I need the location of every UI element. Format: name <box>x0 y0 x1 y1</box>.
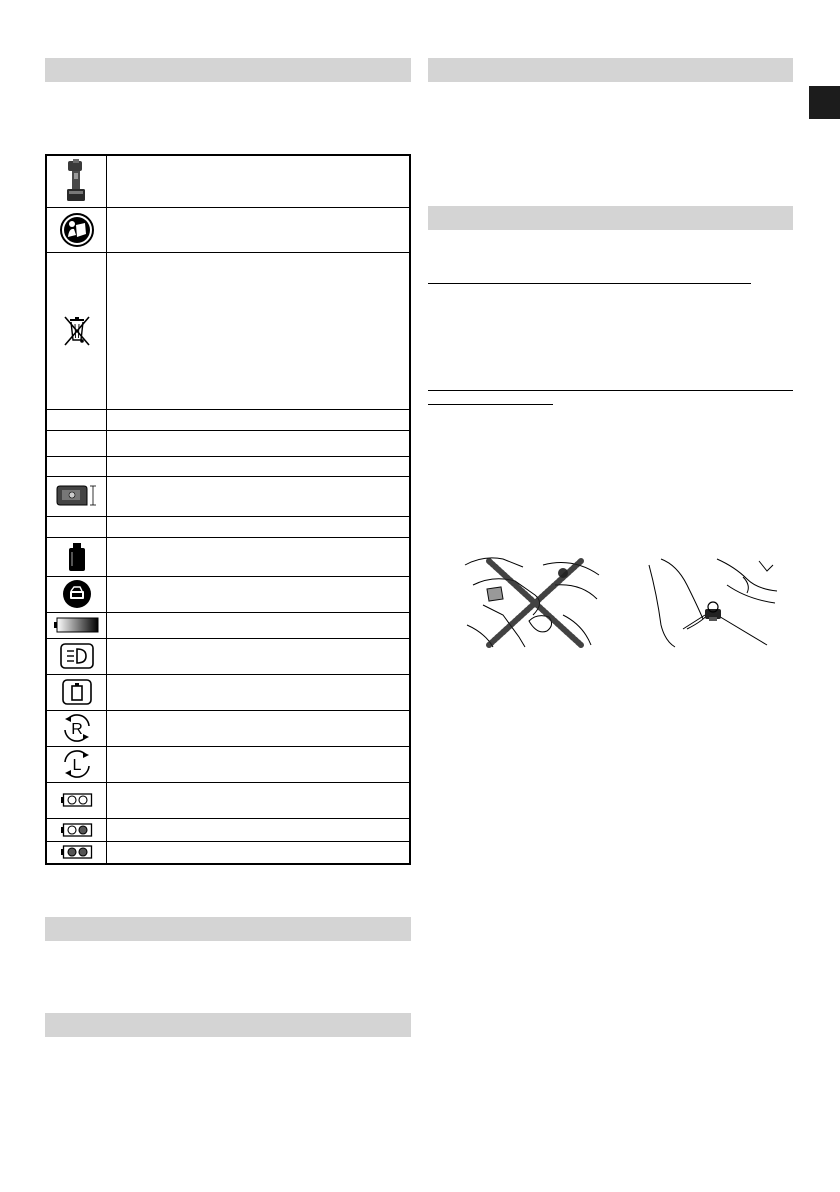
table-row <box>46 252 410 409</box>
table-row <box>46 612 410 638</box>
rotation-r-icon <box>62 713 92 743</box>
svg-text:L: L <box>72 757 81 774</box>
indicator-two-filled-icon <box>61 845 93 859</box>
underlined-heading-rule <box>428 283 751 284</box>
table-row <box>46 818 410 841</box>
indicator-one-filled-icon <box>61 823 93 837</box>
table-row <box>46 207 410 252</box>
table-row <box>46 409 410 430</box>
table-row <box>46 674 410 710</box>
crossed-bin-icon <box>61 313 93 349</box>
read-manual-icon <box>60 213 94 247</box>
table-row <box>46 155 410 207</box>
indicator-two-empty-icon <box>61 793 93 807</box>
rotation-l-icon <box>62 749 92 779</box>
symbol-table <box>45 154 411 865</box>
section-header-bar-3 <box>428 206 793 230</box>
charger-icon <box>62 579 92 609</box>
language-tab <box>809 86 840 119</box>
impact-driver-icon <box>62 159 92 203</box>
table-row <box>46 782 410 818</box>
svg-text:R: R <box>70 721 83 738</box>
table-row <box>46 516 410 537</box>
table-row <box>46 476 410 516</box>
table-row <box>46 841 410 864</box>
underlined-heading-rule <box>428 390 793 391</box>
table-row <box>46 638 410 674</box>
section-header-bar-4 <box>45 917 411 941</box>
battery-pack-dimension-icon <box>54 483 100 509</box>
table-row <box>46 456 410 476</box>
battery-level-icon <box>54 616 100 634</box>
table-row <box>46 710 410 746</box>
light-icon <box>60 643 94 669</box>
table-row <box>46 746 410 782</box>
table-row <box>46 430 410 456</box>
table-row <box>46 576 410 612</box>
battery-outline-icon <box>62 679 92 705</box>
section-header-bar-2 <box>428 58 793 82</box>
underlined-heading-rule <box>428 404 553 405</box>
section-header-bar-1 <box>45 58 411 82</box>
socket-icon <box>66 542 88 572</box>
correct-installation-illustration <box>647 555 793 648</box>
section-header-bar-5 <box>45 1013 411 1037</box>
incorrect-installation-illustration <box>463 555 603 648</box>
table-row <box>46 537 410 576</box>
